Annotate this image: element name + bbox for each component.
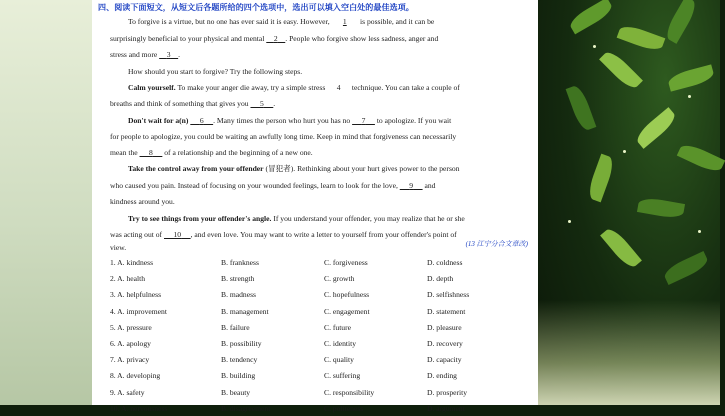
passage-text: of a relationship and the beginning of a new one. [164,148,313,157]
option-choice: D. statement [427,306,466,316]
option-choice: D. depth [427,274,454,284]
passage-text: surprisingly beneficial to your physical and mental [110,34,265,43]
passage-text: breaths and think of something that gives you [110,99,249,108]
passage-text: . Many times the person who hurt you has no [213,116,351,125]
passage-text: and [424,181,436,190]
leaf-decoration [663,0,700,44]
passage-text: mean the [110,148,138,157]
option-choice: 5. A. pressure [110,322,152,332]
option-choice: 3. A. helpfulness [110,290,162,300]
option-choice: 7. A. privacy [110,355,150,365]
option-row [110,290,530,302]
option-choice: 10. A. nervousness [110,403,168,413]
option-row [110,339,530,351]
leaf-decoration [600,225,642,271]
sparkle-decoration [568,220,571,223]
passage-text: , and even love. You may want to write a letter to yourself from your offender's point of [190,230,457,239]
option-choice: 6. A. apology [110,339,151,348]
blank-2: 2 [273,34,278,43]
sparkle-decoration [593,45,596,48]
passage-text: to apologize. If you wait [376,116,452,125]
passage-text: . People who forgive show less sadness, anger and [285,34,439,43]
step-title: Take the control away from your offender [128,164,264,173]
passage-line [110,34,530,44]
passage-text: To forgive is a virtue, but no one has ever said it is easy. However, [128,17,330,26]
right-background-glow [538,300,720,405]
blank-1: 1 [342,17,347,26]
option-choice: D. ending [427,371,457,381]
passage-text: kindness around you. [110,197,175,206]
option-choice: B. possibility [221,339,262,348]
option-choice: B. building [221,371,256,381]
option-choice: C. growth [324,274,355,284]
leaf-decoration [586,154,617,203]
option-choice: D. argument [427,403,465,413]
leaf-decoration [599,48,643,92]
option-choice: B. management [221,306,269,316]
option-choice: C. identity [324,339,357,348]
option-row [110,371,530,383]
option-choice: D. recovery [427,339,463,348]
section-heading: 四、阅读下面短文，从短文后各题所给的四个选项中，选出可以填入空白处的最佳选项。 [98,3,414,12]
passage-text: is possible, and it can be [360,17,435,26]
option-row [110,258,530,270]
option-choice: D. pleasure [427,322,462,332]
passage-text: technique. You can take a couple of [351,83,460,92]
option-choice: D. coldness [427,258,463,267]
passage-line [128,116,530,126]
blank-5: 5 [259,99,264,108]
option-choice: D. prosperity [427,387,468,397]
passage-line [128,164,530,174]
leaf-decoration [667,64,716,91]
blank-3: 3 [166,50,171,59]
passage-line [110,197,530,207]
passage-line [128,83,530,93]
passage-text: was acting out of [110,230,163,239]
option-row [110,388,530,400]
blank-8: 8 [149,148,153,157]
leaf-decoration [567,0,615,34]
sparkle-decoration [623,150,626,153]
sparkle-decoration [688,95,691,98]
option-choice: B. madness [221,290,257,300]
option-choice: C. quality [324,355,354,365]
option-choice: 8. A. developing [110,371,161,381]
leaf-decoration [617,23,666,54]
option-choice: D. selfishness [427,290,470,300]
leaf-decoration [662,251,710,285]
passage-line [110,132,530,142]
option-choice: 4. A. improvement [110,306,167,316]
passage-line [128,17,530,27]
passage-text: view. [110,243,127,252]
option-choice: B. frankness [221,258,259,267]
option-row [110,323,530,335]
passage-text: for people to apologize, you could be waiting an awfully long time. Keep in mind that forgiveness can necessarily [110,132,457,141]
passage-text: . [178,50,181,59]
option-choice: C. hopefulness [324,290,370,300]
passage-text: . [273,99,276,108]
document-page [92,0,538,413]
option-row [110,307,530,319]
blank-10: 10 [173,230,182,239]
option-choice: B. tendency [221,355,258,365]
blank-4: 4 [336,83,341,92]
passage-line [128,214,530,224]
blank-9: 9 [409,181,414,190]
passage-text: If you understand your offender, you may realize that he or she [273,214,465,223]
option-choice: B. beauty [221,387,251,397]
option-choice: C. future [324,322,351,332]
passage-text: (冒犯者). Rethinking about your hurt gives power to the person [265,164,460,173]
step-title: Calm yourself. [128,83,176,92]
option-row [110,404,530,416]
step-title: Don't wait for a(n) [128,116,189,125]
option-row [110,274,530,286]
leaf-decoration [633,107,679,149]
passage-text: stress and more [110,50,158,59]
option-row [110,355,530,367]
sparkle-decoration [698,230,701,233]
step-title: Try to see things from your offender's angle. [128,214,272,223]
blank-7: 7 [361,116,366,125]
leaf-decoration [677,141,725,175]
option-choice: B. strength [221,274,255,284]
passage-text: who caused you pain. Instead of focusing on your wounded feelings, learn to look for the love, [110,181,398,190]
option-choice: B. disagreement [221,403,271,413]
option-choice: D. capacity [427,355,462,365]
passage-text: To make your anger die away, try a simple stress [177,83,326,92]
option-choice: 9. A. safety [110,387,145,397]
option-choice: C. forgiveness [324,258,368,267]
option-choice: C. engagement [324,306,370,316]
passage-line [110,99,530,109]
leaf-decoration [566,84,597,133]
passage-line [110,148,530,158]
source-note: (13 江宁分合文章改) [465,240,528,248]
left-background-panel [0,0,92,405]
passage-line [110,181,530,191]
passage-line [128,67,530,77]
option-choice: C. responsibility [324,387,375,397]
option-choice: C. politeness [324,403,364,413]
leaf-decoration [637,196,685,220]
passage-text: How should you start to forgive? Try the following steps. [128,67,303,76]
option-choice: 1. A. kindness [110,258,154,267]
option-choice: C. suffering [324,371,361,381]
option-choice: 2. A. health [110,274,146,284]
option-choice: B. failure [221,322,250,332]
passage-line [110,50,530,60]
blank-6: 6 [199,116,204,125]
